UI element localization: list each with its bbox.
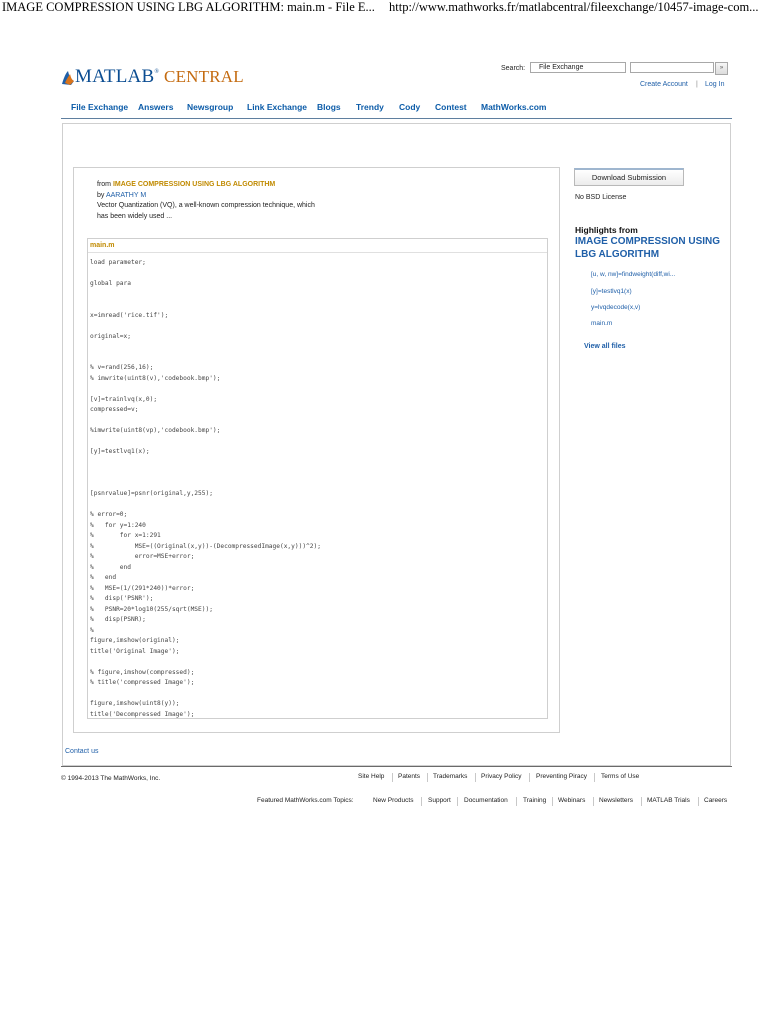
footer-separator <box>475 773 476 782</box>
footer-link-site-help[interactable]: Site Help <box>358 773 385 780</box>
footer-separator <box>593 797 594 806</box>
footer-separator <box>427 773 428 782</box>
footer-separator <box>552 797 553 806</box>
code-line: % imwrite(uint8(v),'codebook.bmp'); <box>90 374 221 382</box>
nav-answers[interactable]: Answers <box>138 102 174 112</box>
code-line <box>90 437 321 448</box>
code-line: % error=MSE+error; <box>90 553 195 560</box>
nav-file-exchange[interactable]: File Exchange <box>71 102 129 112</box>
author-link[interactable]: AARATHY M <box>105 191 147 199</box>
footer-separator <box>457 797 458 806</box>
file-name: main.m <box>90 242 115 249</box>
code-line: % v=rand(256,16); <box>90 364 154 371</box>
nav-blogs[interactable]: Blogs <box>317 102 341 112</box>
code-line: x=imread('rice.tif'); <box>90 311 169 319</box>
code-line: title('Original Image'); <box>90 647 180 655</box>
code-line: [y]=testlvq1(x); <box>90 448 150 455</box>
featured-careers[interactable]: Careers <box>704 797 728 804</box>
login-link[interactable]: Log In <box>705 81 725 88</box>
code-line <box>90 468 321 479</box>
create-account-link[interactable]: Create Account <box>640 81 688 88</box>
code-line: figure,imshow(original); <box>90 637 180 644</box>
code-line <box>90 689 321 700</box>
nav-divider <box>61 118 732 119</box>
download-submission-button[interactable]: Download Submission <box>574 168 684 186</box>
featured-matlab-trials[interactable]: MATLAB Trials <box>647 797 690 804</box>
highlight-file-link[interactable]: y=lvqdecode(x,v) <box>591 304 641 311</box>
code-line <box>90 384 321 395</box>
code-line: % <box>90 626 94 634</box>
highlight-file-link[interactable]: main.m <box>591 320 613 327</box>
featured-newsletters[interactable]: Newsletters <box>599 797 633 804</box>
footer-link-piracy[interactable]: Preventing Piracy <box>536 773 587 780</box>
code-line <box>90 500 321 511</box>
footer-separator <box>641 797 642 806</box>
from-label: from <box>97 181 111 188</box>
code-line <box>90 290 321 301</box>
footer-separator <box>392 773 393 782</box>
featured-training[interactable]: Training <box>523 797 547 804</box>
code-line: % end <box>90 563 131 571</box>
nav-mathworks[interactable]: MathWorks.com <box>481 102 547 112</box>
featured-webinars[interactable]: Webinars <box>558 797 586 804</box>
code-line <box>90 321 321 332</box>
search-scope-select[interactable]: File Exchange <box>530 62 626 73</box>
footer-separator <box>698 797 699 806</box>
code-line: % MSE=(1/(291*240))*error; <box>90 584 195 592</box>
code-line <box>90 353 321 364</box>
code-line <box>90 657 321 668</box>
code-line <box>90 342 321 353</box>
submission-description: Vector Quantization (VQ), a well-known compression technique, which has been widely used ... <box>97 202 315 220</box>
copyright: © 1994-2013 The MathWorks, Inc. <box>61 775 161 782</box>
code-line <box>90 479 321 490</box>
footer-link-terms[interactable]: Terms of Use <box>601 773 640 780</box>
nav-link-exchange[interactable]: Link Exchange <box>247 102 307 112</box>
code-listing <box>90 258 321 720</box>
code-line: % figure,imshow(compressed); <box>90 668 195 676</box>
footer-link-privacy[interactable]: Privacy Policy <box>481 773 522 780</box>
code-line: % MSE=((Original(x,y))-(DecompressedImage(x,y)))^2); <box>90 542 321 550</box>
code-line: % for y=1:240 <box>90 521 146 529</box>
featured-topics-label: Featured MathWorks.com Topics: <box>257 797 354 804</box>
code-line: [psnrvalue]=psnr(original,y,255); <box>90 490 213 497</box>
code-line <box>90 300 321 311</box>
footer-separator <box>516 797 517 806</box>
code-line: %imwrite(uint8(vp),'codebook.bmp'); <box>90 427 221 434</box>
print-page-title: IMAGE COMPRESSION USING LBG ALGORITHM: main.m - File E... <box>2 0 375 14</box>
footer-separator <box>529 773 530 782</box>
footer-link-patents[interactable]: Patents <box>398 773 421 780</box>
search-input[interactable] <box>630 62 714 73</box>
nav-contest[interactable]: Contest <box>435 102 467 112</box>
search-label: Search: <box>501 65 526 72</box>
footer-link-trademarks[interactable]: Trademarks <box>433 773 468 780</box>
code-line <box>90 458 321 469</box>
license-text: No BSD License <box>575 194 627 201</box>
code-line: % PSNR=20*log10(255/sqrt(MSE)); <box>90 605 213 613</box>
code-line: load parameter; <box>90 259 146 266</box>
code-line: % disp(PSNR); <box>90 616 146 623</box>
code-line: % error=0; <box>90 511 128 518</box>
featured-documentation[interactable]: Documentation <box>464 797 508 804</box>
code-line: original=x; <box>90 332 131 340</box>
code-title-divider <box>88 252 547 253</box>
highlights-submission-link[interactable]: IMAGE COMPRESSION USING LBG ALGORITHM <box>575 236 721 260</box>
search-button[interactable]: » <box>715 62 728 75</box>
nav-newsgroup[interactable]: Newsgroup <box>187 102 234 112</box>
footer-separator <box>594 773 595 782</box>
code-line <box>90 416 321 427</box>
account-separator: | <box>696 81 698 88</box>
by-label: by <box>97 191 105 199</box>
code-line: title('Decompressed Image'); <box>90 710 195 718</box>
membrane-logo-icon <box>61 69 75 87</box>
view-all-files-link[interactable]: View all files <box>584 343 626 350</box>
logo-wordmark: MATLAB® CENTRAL <box>75 66 244 87</box>
nav-trendy[interactable]: Trendy <box>356 102 384 112</box>
code-line: % for x=1:291 <box>90 532 161 539</box>
code-line: % end <box>90 574 117 581</box>
contact-us-link[interactable]: Contact us <box>65 748 99 755</box>
print-page-url: http://www.mathworks.fr/matlabcentral/fileexchange/10457-image-com... <box>389 0 759 14</box>
code-line: figure,imshow(uint8(y)); <box>90 700 180 707</box>
highlight-file-link[interactable]: [y]=testlvq1(x) <box>591 288 632 295</box>
submission-title-link[interactable]: IMAGE COMPRESSION USING LBG ALGORITHM <box>112 181 276 188</box>
nav-cody[interactable]: Cody <box>399 102 421 112</box>
print-header <box>0 0 768 16</box>
code-line: [v]=trainlvq(x,0); <box>90 395 158 403</box>
code-line <box>90 269 321 280</box>
footer-separator <box>421 797 422 806</box>
featured-new-products[interactable]: New Products <box>373 797 414 804</box>
submission-summary <box>97 180 327 222</box>
footer-divider <box>61 766 732 767</box>
code-line: % title('compressed Image'); <box>90 679 195 686</box>
code-line: % disp('PSNR'); <box>90 595 154 602</box>
code-line: global para <box>90 280 131 287</box>
featured-support[interactable]: Support <box>428 797 451 804</box>
highlights-title: Highlights from <box>575 225 638 235</box>
highlight-file-link[interactable]: [u, w, nw]=findweight(diff,wi... <box>591 271 676 278</box>
code-line: compressed=v; <box>90 406 139 413</box>
